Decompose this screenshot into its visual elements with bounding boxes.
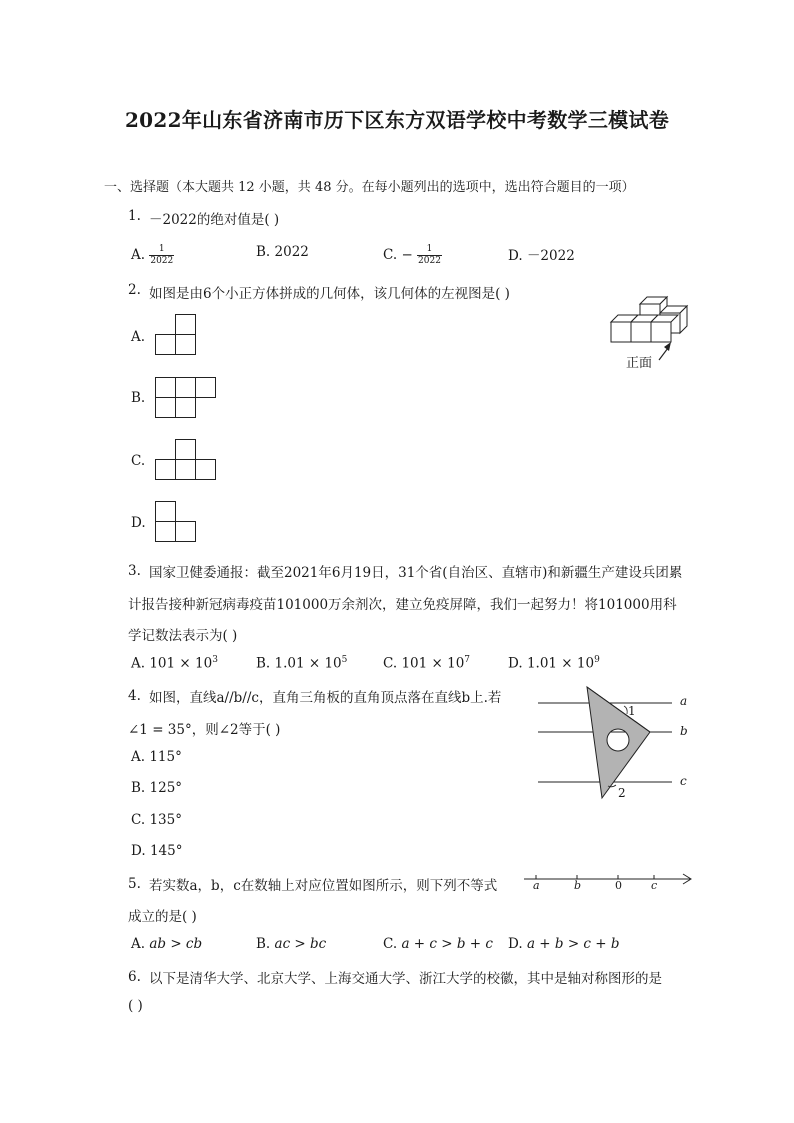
- q5-axis-label-0: 0: [615, 879, 622, 892]
- q4-number: 4.: [128, 688, 141, 704]
- q2-option-c-figure[interactable]: [155, 439, 217, 481]
- q4-triangle-ruler: [587, 687, 650, 798]
- q5-option-a[interactable]: [131, 936, 202, 952]
- q1-text: －2022的绝对值是( ): [149, 212, 280, 228]
- q3-option-c-base: 101 × 10: [401, 655, 465, 672]
- q4-option-c-label: C.: [131, 812, 146, 828]
- q4-option-d[interactable]: [131, 843, 182, 859]
- q4-angle-1-label: 1: [628, 704, 636, 718]
- q3-option-d-label: D.: [508, 655, 523, 672]
- q3-option-d-base: 1.01 × 10: [526, 655, 595, 672]
- q1-option-b[interactable]: [256, 244, 309, 260]
- q5-number-line: [524, 872, 694, 888]
- q1-option-c[interactable]: [383, 244, 442, 267]
- q5-option-b-text: ac > bc: [274, 936, 327, 952]
- q2-text: 如图是由6个小正方体拼成的几何体，该几何体的左视图是( ): [149, 286, 510, 302]
- q5-option-a-text: ab > cb: [149, 936, 203, 952]
- q3-option-a[interactable]: [131, 655, 218, 672]
- q3-option-a-label: A.: [131, 655, 146, 672]
- q3-option-a-base: 101 × 10: [149, 655, 213, 672]
- q4-option-c-text: 135°: [149, 812, 182, 828]
- q1-option-a[interactable]: [131, 244, 174, 267]
- q4-option-a[interactable]: [131, 749, 182, 765]
- page-title: 2022年山东省济南市历下区东方双语学校中考数学三模试卷: [124, 108, 670, 132]
- q4-label-b: b: [680, 724, 688, 738]
- q3-option-b[interactable]: [256, 655, 347, 672]
- q1-option-b-text: 2022: [274, 244, 309, 260]
- q2-option-a-label[interactable]: A.: [131, 329, 146, 345]
- q4-angle-2-label: 2: [618, 786, 626, 800]
- q4-option-b[interactable]: [131, 780, 182, 796]
- q2-option-d-label[interactable]: D.: [131, 515, 146, 531]
- q1-option-c-numerator: 1: [417, 244, 442, 256]
- q2-number: 2.: [128, 282, 141, 298]
- q1-option-d-text: －2022: [526, 248, 575, 264]
- q6-number: 6.: [128, 969, 141, 985]
- q4-option-a-text: 115°: [149, 749, 182, 765]
- q2-option-d-figure[interactable]: [155, 501, 197, 543]
- q5-option-c-text: a + c > b + c: [401, 936, 493, 952]
- q5-option-a-label: A.: [131, 936, 146, 952]
- q1-option-a-label: A.: [131, 247, 146, 263]
- q1-option-c-fraction: [417, 244, 442, 267]
- q5-axis-label-b: b: [574, 879, 582, 892]
- q1-option-d-label: D.: [508, 248, 523, 264]
- q3-line-2: 计报告接种新冠病毒疫苗101000万余剂次，建立免疫屏障，我们一起努力！将101000用科: [128, 597, 677, 613]
- q1-option-d[interactable]: [508, 244, 575, 264]
- q3-option-c-label: C.: [383, 655, 398, 672]
- q5-option-b-label: B.: [256, 936, 271, 952]
- q4-option-d-label: D.: [131, 843, 146, 859]
- q5-option-d-text: a + b > c + b: [526, 936, 620, 952]
- q3-option-d-exponent: 9: [594, 655, 600, 665]
- q3-option-b-base: 1.01 × 10: [274, 655, 342, 672]
- q5-number: 5.: [128, 876, 141, 892]
- q4-label-c: c: [680, 774, 687, 788]
- q3-option-c-exponent: 7: [464, 655, 471, 665]
- q4-option-b-text: 125°: [149, 780, 183, 796]
- q1-option-a-fraction: [149, 244, 174, 267]
- q4-line-2: ∠1 = 35°，则∠2等于( ): [128, 722, 281, 738]
- q6-line-2: ( ): [128, 998, 143, 1014]
- q3-option-b-exponent: 5: [341, 655, 348, 665]
- q3-line-1: 国家卫健委通报：截至2021年6月19日，31个省(自治区、直辖市)和新疆生产建设兵团累: [149, 565, 683, 581]
- q2-option-b-figure[interactable]: [155, 377, 217, 419]
- q1-option-a-numerator: 1: [149, 244, 174, 256]
- q2-option-b-label[interactable]: B.: [131, 390, 146, 406]
- q5-option-b[interactable]: [256, 936, 326, 952]
- q3-option-d[interactable]: [508, 655, 600, 672]
- q5-line-1: 若实数a，b，c在数轴上对应位置如图所示，则下列不等式: [149, 878, 498, 894]
- q1-option-c-denominator: 2022: [418, 256, 441, 266]
- q5-option-d-label: D.: [508, 936, 523, 952]
- q4-option-c[interactable]: [131, 812, 182, 828]
- q1-option-b-label: B.: [256, 244, 271, 260]
- q5-option-c-label: C.: [383, 936, 398, 952]
- q5-axis-label-a: a: [533, 879, 540, 892]
- q4-line-1: 如图，直线a//b//c，直角三角板的直角顶点落在直线b上.若: [149, 690, 502, 706]
- q4-parallel-lines-figure: [536, 684, 696, 804]
- q1-option-c-label: C.: [383, 247, 398, 263]
- q1-option-c-sign: −: [401, 247, 413, 263]
- q4-option-d-text: 145°: [149, 843, 183, 859]
- q2-front-label: 正面: [626, 356, 653, 371]
- section-heading: 一、选择题（本大题共 12 小题，共 48 分。在每小题列出的选项中，选出符合题目的一项）: [104, 180, 635, 195]
- q5-line-2: 成立的是( ): [128, 909, 197, 925]
- q3-number: 3.: [128, 563, 141, 579]
- q4-label-a: a: [680, 694, 688, 708]
- q3-option-b-label: B.: [256, 655, 271, 672]
- q2-option-a-figure[interactable]: [155, 314, 197, 356]
- q4-option-a-label: A.: [131, 749, 146, 765]
- q4-option-b-label: B.: [131, 780, 146, 796]
- q6-line-1: 以下是清华大学、北京大学、上海交通大学、浙江大学的校徽，其中是轴对称图形的是: [149, 971, 662, 987]
- q5-option-d[interactable]: [508, 936, 620, 952]
- q1-option-a-denominator: 2022: [150, 256, 174, 266]
- q5-option-c[interactable]: [383, 936, 493, 952]
- q1-number: 1.: [128, 208, 141, 224]
- q3-line-3: 学记数法表示为( ): [128, 628, 238, 644]
- q5-axis-label-c: c: [651, 879, 658, 892]
- q3-option-a-exponent: 3: [212, 655, 218, 665]
- q2-option-c-label[interactable]: C.: [131, 453, 146, 469]
- q3-option-c[interactable]: [383, 655, 470, 672]
- q2-solid-figure: [608, 284, 698, 374]
